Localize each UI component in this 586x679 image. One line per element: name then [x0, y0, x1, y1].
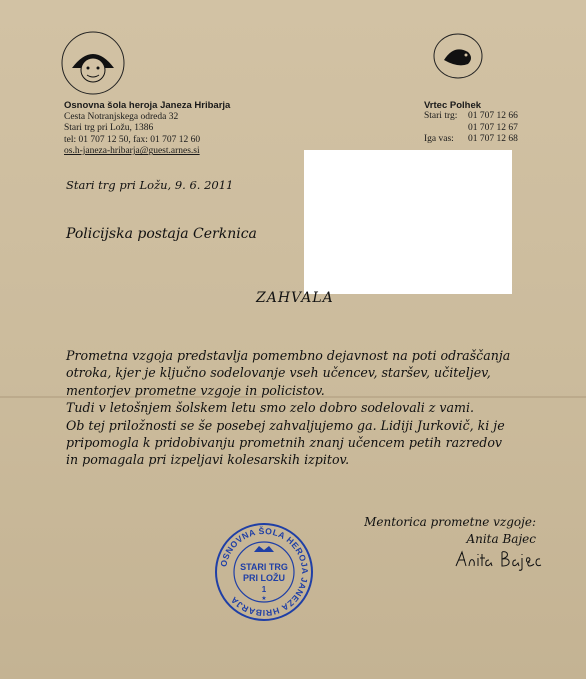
dormouse-logo-icon [424, 30, 492, 82]
body-line: Tudi v letošnjem šolskem letu smo zelo dobro sodelovali z vami. [66, 400, 475, 416]
kindergarten-phone-row [424, 111, 518, 122]
body-line: Prometna vzgoja predstavlja pomembno dejavnost na poti odraščanja [66, 348, 511, 363]
school-email-link[interactable]: os.h-janeza-hribarja@guest.arnes.si [64, 146, 200, 157]
body-line: in pomagala pri izpeljavi kolesarskih izpitov. [66, 452, 350, 468]
phone-value: 01 707 12 67 [468, 122, 518, 133]
handwritten-signature [452, 546, 542, 572]
school-phone: tel: 01 707 12 50, fax: 01 707 12 60 [64, 134, 201, 145]
stamp-ring-text: OSNOVNA ŠOLA HEROJA JANEZA HRIBARJA [218, 525, 311, 619]
body-line: pripomogla k pridobivanju prometnih znanj učencem petih razredov [66, 435, 503, 451]
letter-title: ZAHVALA [256, 290, 334, 306]
signatory-role: Mentorica prometne vzgoje: [364, 515, 536, 529]
stamp-coat-of-arms-icon [254, 546, 274, 552]
kindergarten-phone-row [424, 134, 518, 145]
stamp-star-icon: ★ [261, 595, 267, 602]
signatory-name: Anita Bajec [466, 532, 536, 546]
body-line: mentorjev prometne vzgoje in policistov. [66, 382, 325, 398]
school-name: Osnovna šola heroja Janeza Hribarja [64, 100, 231, 111]
kindergarten-name: Vrtec Polhek [424, 100, 482, 111]
signature-block [346, 514, 536, 548]
recipient: Policijska postaja Cerknica [66, 226, 257, 242]
place-date: Stari trg pri Ložu, 9. 6. 2011 [66, 178, 234, 192]
stamp-center-line2: PRI LOŽU [243, 573, 285, 583]
phone-value: 01 707 12 68 [468, 134, 518, 145]
phone-label [424, 123, 468, 134]
school-street: Cesta Notranjskega odreda 32 [64, 111, 179, 122]
school-stamp [214, 522, 314, 622]
redaction-box [304, 150, 512, 294]
phone-label: Stari trg: [424, 111, 458, 122]
letter-body [66, 347, 546, 469]
kindergarten-block [424, 100, 518, 146]
stamp-center-line1: STARI TRG [240, 562, 288, 572]
body-line: otroka, kjer je ključno sodelovanje vseh učencev, staršev, učiteljev, [66, 365, 491, 381]
stamp-number: 1 [261, 585, 267, 594]
kindergarten-phone-row [424, 123, 518, 134]
phone-label: Iga vas: [424, 134, 454, 145]
body-line: Ob tej priložnosti se še posebej zahvaljujemo ga. Lidiji Jurkovič, ki je [66, 417, 505, 433]
phone-value: 01 707 12 66 [468, 111, 518, 122]
school-city: Stari trg pri Ložu, 1386 [64, 123, 154, 134]
school-mascot-logo-icon [60, 30, 126, 96]
school-address-block [64, 100, 230, 158]
